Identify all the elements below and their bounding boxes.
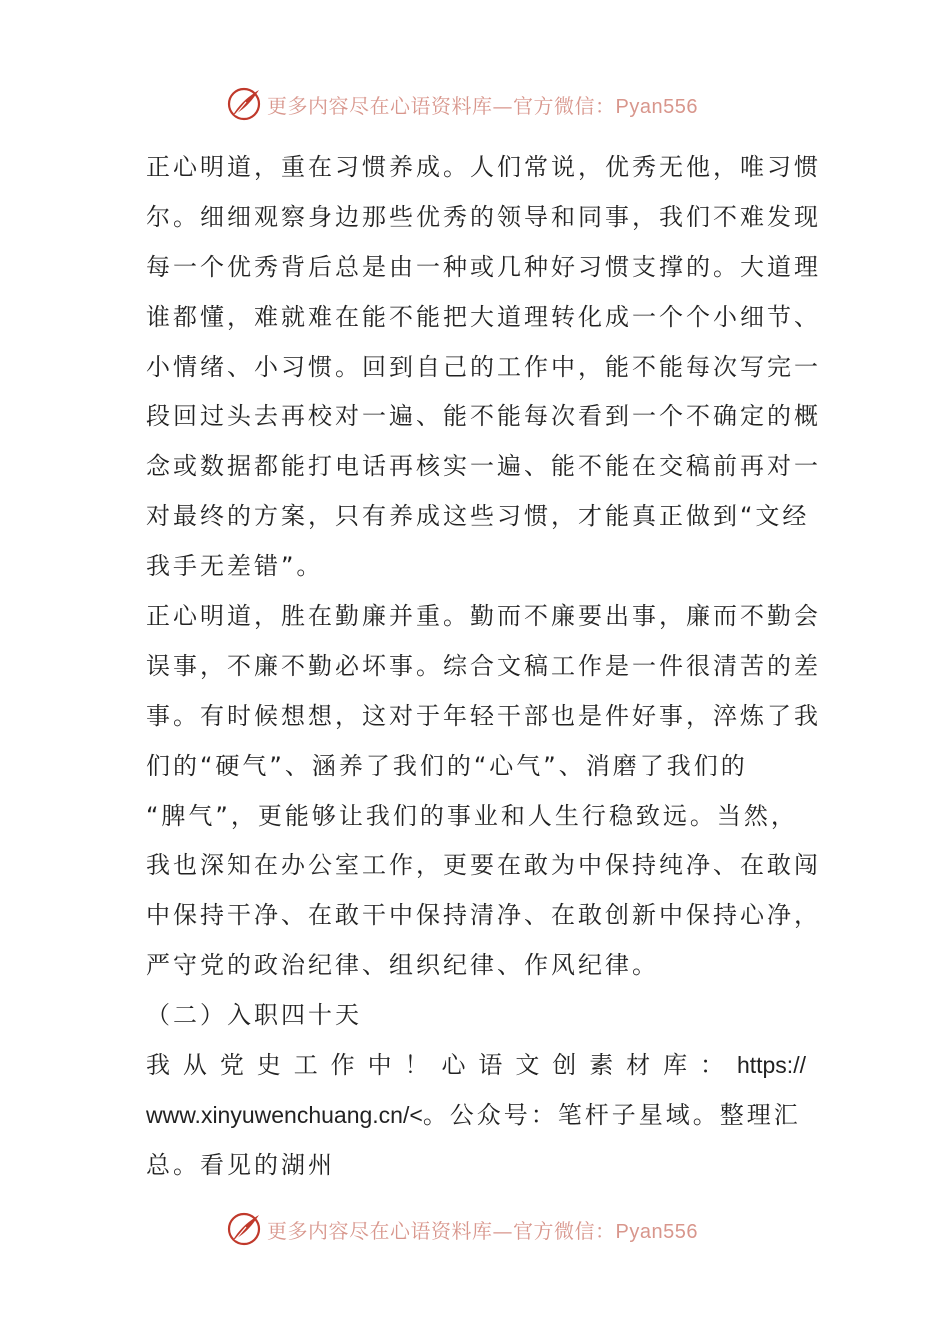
text-line: “脾气”，更能够让我们的事业和人生行稳致远。当然， — [146, 801, 798, 830]
ad-url-rest: www.xinyuwenchuang.cn/< — [146, 1101, 423, 1128]
section-heading: （二）入职四十天 — [146, 1001, 362, 1030]
ad-url-start: https:// — [736, 1052, 806, 1079]
text-line: 误事，不廉不勤必坏事。综合文稿工作是一件很清苦的差 — [146, 651, 821, 680]
banner-text: 更多内容尽在心语资料库—官方微信：Pyan556 — [267, 93, 698, 118]
text-line: 总。看见的湖州 — [146, 1150, 335, 1179]
footer-watermark-banner — [225, 1207, 725, 1251]
text-line: 事。有时候想想，这对于年轻干部也是件好事，淬炼了我 — [146, 701, 821, 730]
text-line: 严守党的政治纪律、组织纪律、作风纪律。 — [146, 951, 659, 980]
ad-lead-text: 我 从 党 史 工 作 中 ！ 心 语 文 创 素 材 库 ： — [146, 1051, 727, 1080]
text-line: 对最终的方案，只有养成这些习惯，才能真正做到“文经 — [146, 502, 810, 531]
text-line: 正心明道，胜在勤廉并重。勤而不廉要出事，廉而不勤会 — [146, 602, 821, 631]
text-line: 尔。细细观察身边那些优秀的领导和同事，我们不难发现 — [146, 202, 821, 231]
quill-logo-icon — [225, 1210, 263, 1248]
ad-line — [146, 1091, 806, 1141]
text-line: 们的“硬气”、涵养了我们的“心气”、消磨了我们的 — [146, 751, 748, 780]
text-line: 谁都懂，难就难在能不能把大道理转化成一个个小细节、 — [146, 302, 821, 331]
text-line: 中保持干净、在敢干中保持清净、在敢创新中保持心净， — [146, 901, 821, 930]
text-line: 小情绪、小习惯。回到自己的工作中，能不能每次写完一 — [146, 352, 821, 381]
document-body — [146, 143, 821, 1191]
text-line: 段回过头去再校对一遍、能不能每次看到一个不确定的概 — [146, 402, 821, 431]
ad-line — [146, 1041, 806, 1091]
text-line: 我也深知在办公室工作，更要在敢为中保持纯净、在敢闯 — [146, 851, 821, 880]
header-watermark-banner — [225, 82, 725, 126]
ad-after-url-text: 。公众号：笔杆子星域。整理汇 — [422, 1100, 801, 1129]
text-line: 念或数据都能打电话再核实一遍、能不能在交稿前再对一 — [146, 452, 821, 481]
quill-logo-icon — [225, 85, 263, 123]
text-line: 正心明道，重在习惯养成。人们常说，优秀无他，唯习惯 — [146, 153, 821, 181]
text-line: 每一个优秀背后总是由一种或几种好习惯支撑的。大道理 — [146, 252, 821, 281]
banner-text: 更多内容尽在心语资料库—官方微信：Pyan556 — [267, 1218, 698, 1243]
text-line: 我手无差错”。 — [146, 552, 324, 581]
